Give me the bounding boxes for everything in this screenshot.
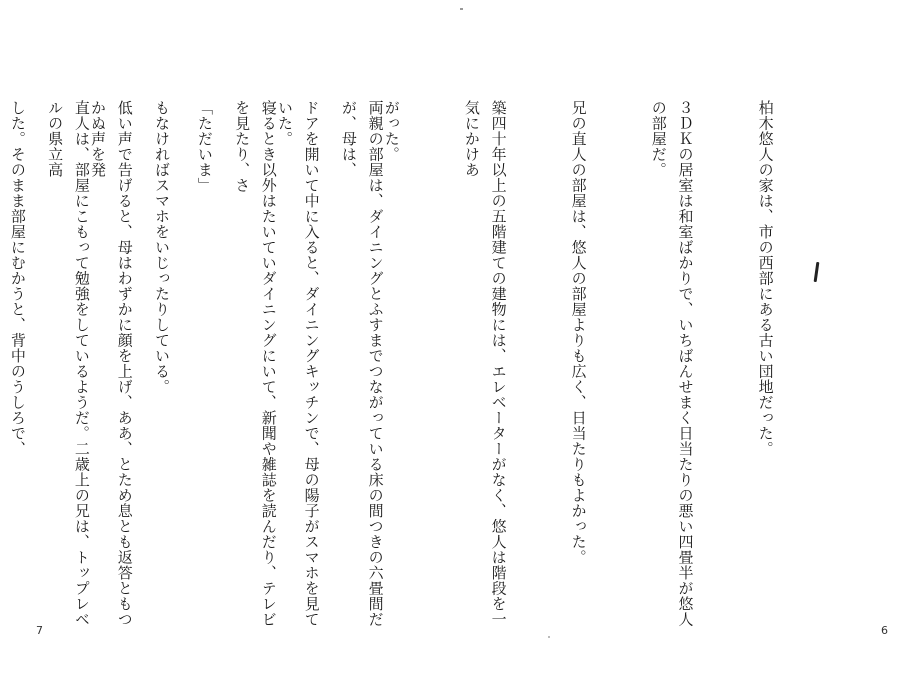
text-line: 寝るとき以外はたいていダイニングにいて、新聞や雑誌を読んだり、テレビを見たり、さ (233, 100, 278, 627)
text-line: がった。 (382, 100, 401, 162)
text-line: ３ＤＫの居室は和室ばかりで、いちばんせまく日当たりの悪い四畳半が悠人の部屋だ。 (649, 100, 695, 627)
text-line: 「ただいま」 (195, 100, 214, 193)
scan-speck (548, 636, 550, 638)
text-line: した。そのまま部屋にむかうと、背中のうしろで、 (8, 100, 27, 457)
text-line: 築四十年以上の五階建ての建物には、エレベーターがなく、悠人は階段を一気にかけあ (462, 100, 508, 627)
text-line: 直人は、部屋にこもって勉強をしているようだ。二歳上の兄は、トップレベルの県立高 (46, 100, 91, 627)
page-number: 7 (36, 624, 43, 637)
page-number: 6 (881, 624, 888, 637)
text-line: 柏木悠人の家は、市の西部にある古い団地だった。 (756, 100, 775, 457)
text-line: 両親の部屋は、ダイニングとふすまでつながっている床の間つきの六畳間だが、母は、 (339, 100, 385, 627)
gutter-mark (460, 8, 463, 10)
text-line: ドアを開いて中に入ると、ダイニングキッチンで、母の陽子がスマホを見ていた。 (275, 100, 321, 627)
text-line: 低い声で告げると、母はわずかに顔を上げ、ああ、とため息とも返答ともつかぬ声を発 (89, 100, 134, 627)
text-line: もなければスマホをいじったりしている。 (152, 100, 171, 395)
text-line: 兄の直人の部屋は、悠人の部屋よりも広く、日当たりもよかった。 (569, 100, 588, 565)
